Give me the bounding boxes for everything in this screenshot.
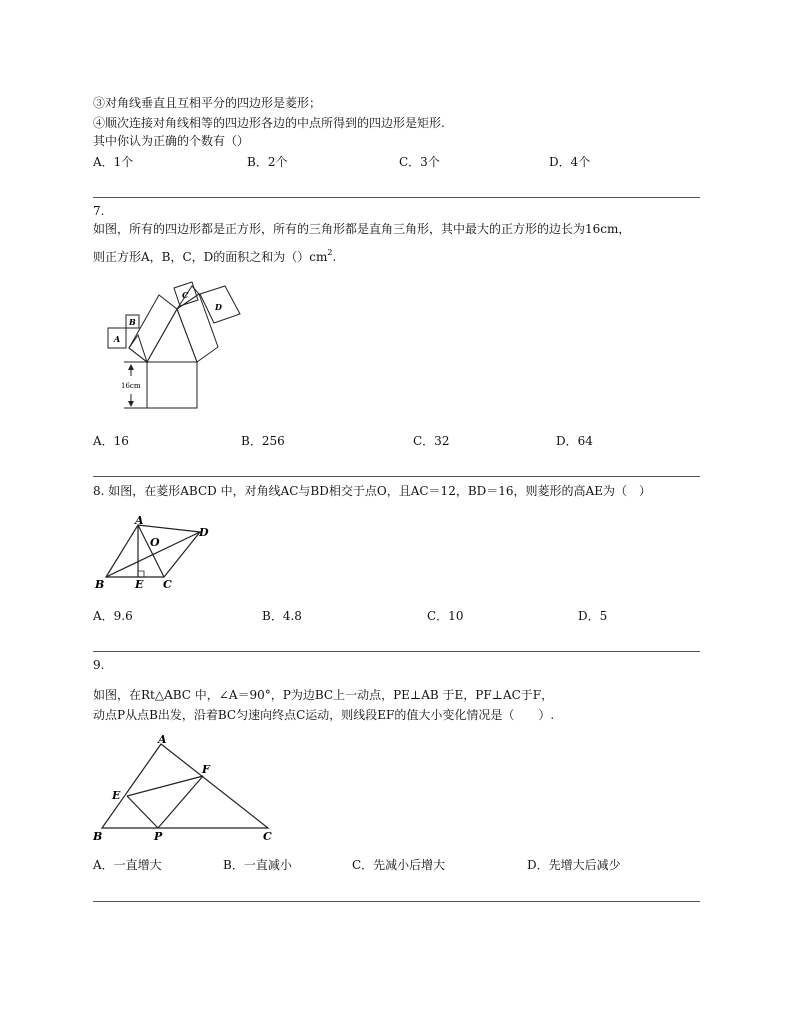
q7-label-d: D bbox=[215, 302, 222, 312]
q7-text-end: . bbox=[332, 250, 337, 264]
q9-label-c: C bbox=[263, 830, 272, 843]
q9-label-p: P bbox=[154, 830, 163, 843]
q7-dimension-arrow-down bbox=[128, 401, 134, 407]
q7-text-line1: 如图，所有的四边形都是正方形，所有的三角形都是直角三角形，其中最大的正方形的边长为16cm， bbox=[93, 222, 631, 236]
q7-number: 7. bbox=[93, 204, 105, 218]
q9-text-line1: 如图，在Rt△ABC 中，∠A＝90°，P为边BC上一动点，PE⊥AB 于E，PF⊥AC于F， bbox=[93, 688, 554, 702]
q8-text: 8. 如图，在菱形ABCD 中，对角线AC与BD相交于点O，且AC＝12，BD＝16，则菱形的高AE为（ ） bbox=[93, 484, 651, 498]
q8-rhombus bbox=[106, 525, 200, 577]
q6-option-c[interactable]: C．3个 bbox=[399, 155, 440, 169]
q8-option-c[interactable]: C．10 bbox=[427, 609, 464, 623]
q7-text-main: 则正方形A，B，C，D的面积之和为（）cm bbox=[93, 250, 328, 264]
q9-segment-pe bbox=[127, 796, 158, 828]
q6-option-a[interactable]: A．1个 bbox=[93, 155, 134, 169]
q7-option-a[interactable]: A．16 bbox=[93, 434, 129, 448]
q7-label-c: C bbox=[182, 290, 189, 300]
q9-number: 9. bbox=[93, 658, 105, 672]
q9-label-a: A bbox=[158, 733, 167, 746]
q7-label-b: B bbox=[129, 317, 136, 327]
divider bbox=[93, 901, 700, 902]
q8-figure bbox=[93, 512, 223, 592]
q6-option-b[interactable]: B．2个 bbox=[247, 155, 288, 169]
q8-label-a: A bbox=[135, 514, 144, 527]
q8-option-d[interactable]: D．5 bbox=[578, 609, 608, 623]
q7-dimension-arrow-up bbox=[128, 364, 134, 370]
q7-option-c[interactable]: C．32 bbox=[413, 434, 450, 448]
q9-option-d[interactable]: D．先增大后减少 bbox=[527, 858, 621, 872]
q8-label-b: B bbox=[95, 578, 105, 591]
q7-label-a: A bbox=[114, 334, 121, 344]
q9-text-line2: 动点P从点B出发，沿着BC匀速向终点C运动，则线段EF的值大小变化情况是（ ）. bbox=[93, 708, 555, 722]
q6-statement-4: ④顺次连接对角线相等的四边形各边的中点所得到的四边形是矩形. bbox=[93, 116, 445, 130]
q9-triangle-abc bbox=[102, 744, 268, 828]
q9-label-f: F bbox=[202, 763, 210, 776]
q8-right-angle-mark bbox=[138, 571, 144, 577]
q8-label-d: D bbox=[199, 526, 209, 539]
q9-figure bbox=[93, 735, 278, 845]
q9-label-e: E bbox=[112, 789, 121, 802]
q6-option-d[interactable]: D．4个 bbox=[549, 155, 591, 169]
q9-option-b[interactable]: B．一直减小 bbox=[223, 858, 292, 872]
q8-option-a[interactable]: A．9.6 bbox=[93, 609, 133, 623]
q8-option-b[interactable]: B．4.8 bbox=[262, 609, 302, 623]
q9-segment-ef bbox=[127, 776, 203, 796]
divider bbox=[93, 197, 700, 198]
q8-label-e: E bbox=[135, 578, 144, 591]
q7-dimension-label: 16cm bbox=[121, 382, 141, 390]
q9-option-a[interactable]: A．一直增大 bbox=[93, 858, 162, 872]
divider bbox=[93, 651, 700, 652]
q7-unit-exponent: 2 bbox=[327, 248, 333, 257]
q9-segment-pf bbox=[158, 776, 203, 828]
q7-figure bbox=[100, 278, 250, 413]
q9-label-b: B bbox=[93, 830, 103, 843]
q6-statement-3: ③对角线垂直且互相平分的四边形是菱形； bbox=[93, 96, 322, 110]
divider bbox=[93, 476, 700, 477]
q7-option-b[interactable]: B．256 bbox=[241, 434, 285, 448]
q9-option-c[interactable]: C．先减小后增大 bbox=[352, 858, 446, 872]
q7-right-leg-square bbox=[177, 294, 218, 362]
q8-label-c: C bbox=[163, 578, 172, 591]
q6-prompt: 其中你认为正确的个数有（） bbox=[93, 134, 250, 148]
q7-largest-square bbox=[147, 362, 197, 408]
q8-label-o: O bbox=[150, 536, 160, 549]
q7-option-d[interactable]: D．64 bbox=[556, 434, 593, 448]
q7-text-line2 bbox=[93, 245, 336, 265]
